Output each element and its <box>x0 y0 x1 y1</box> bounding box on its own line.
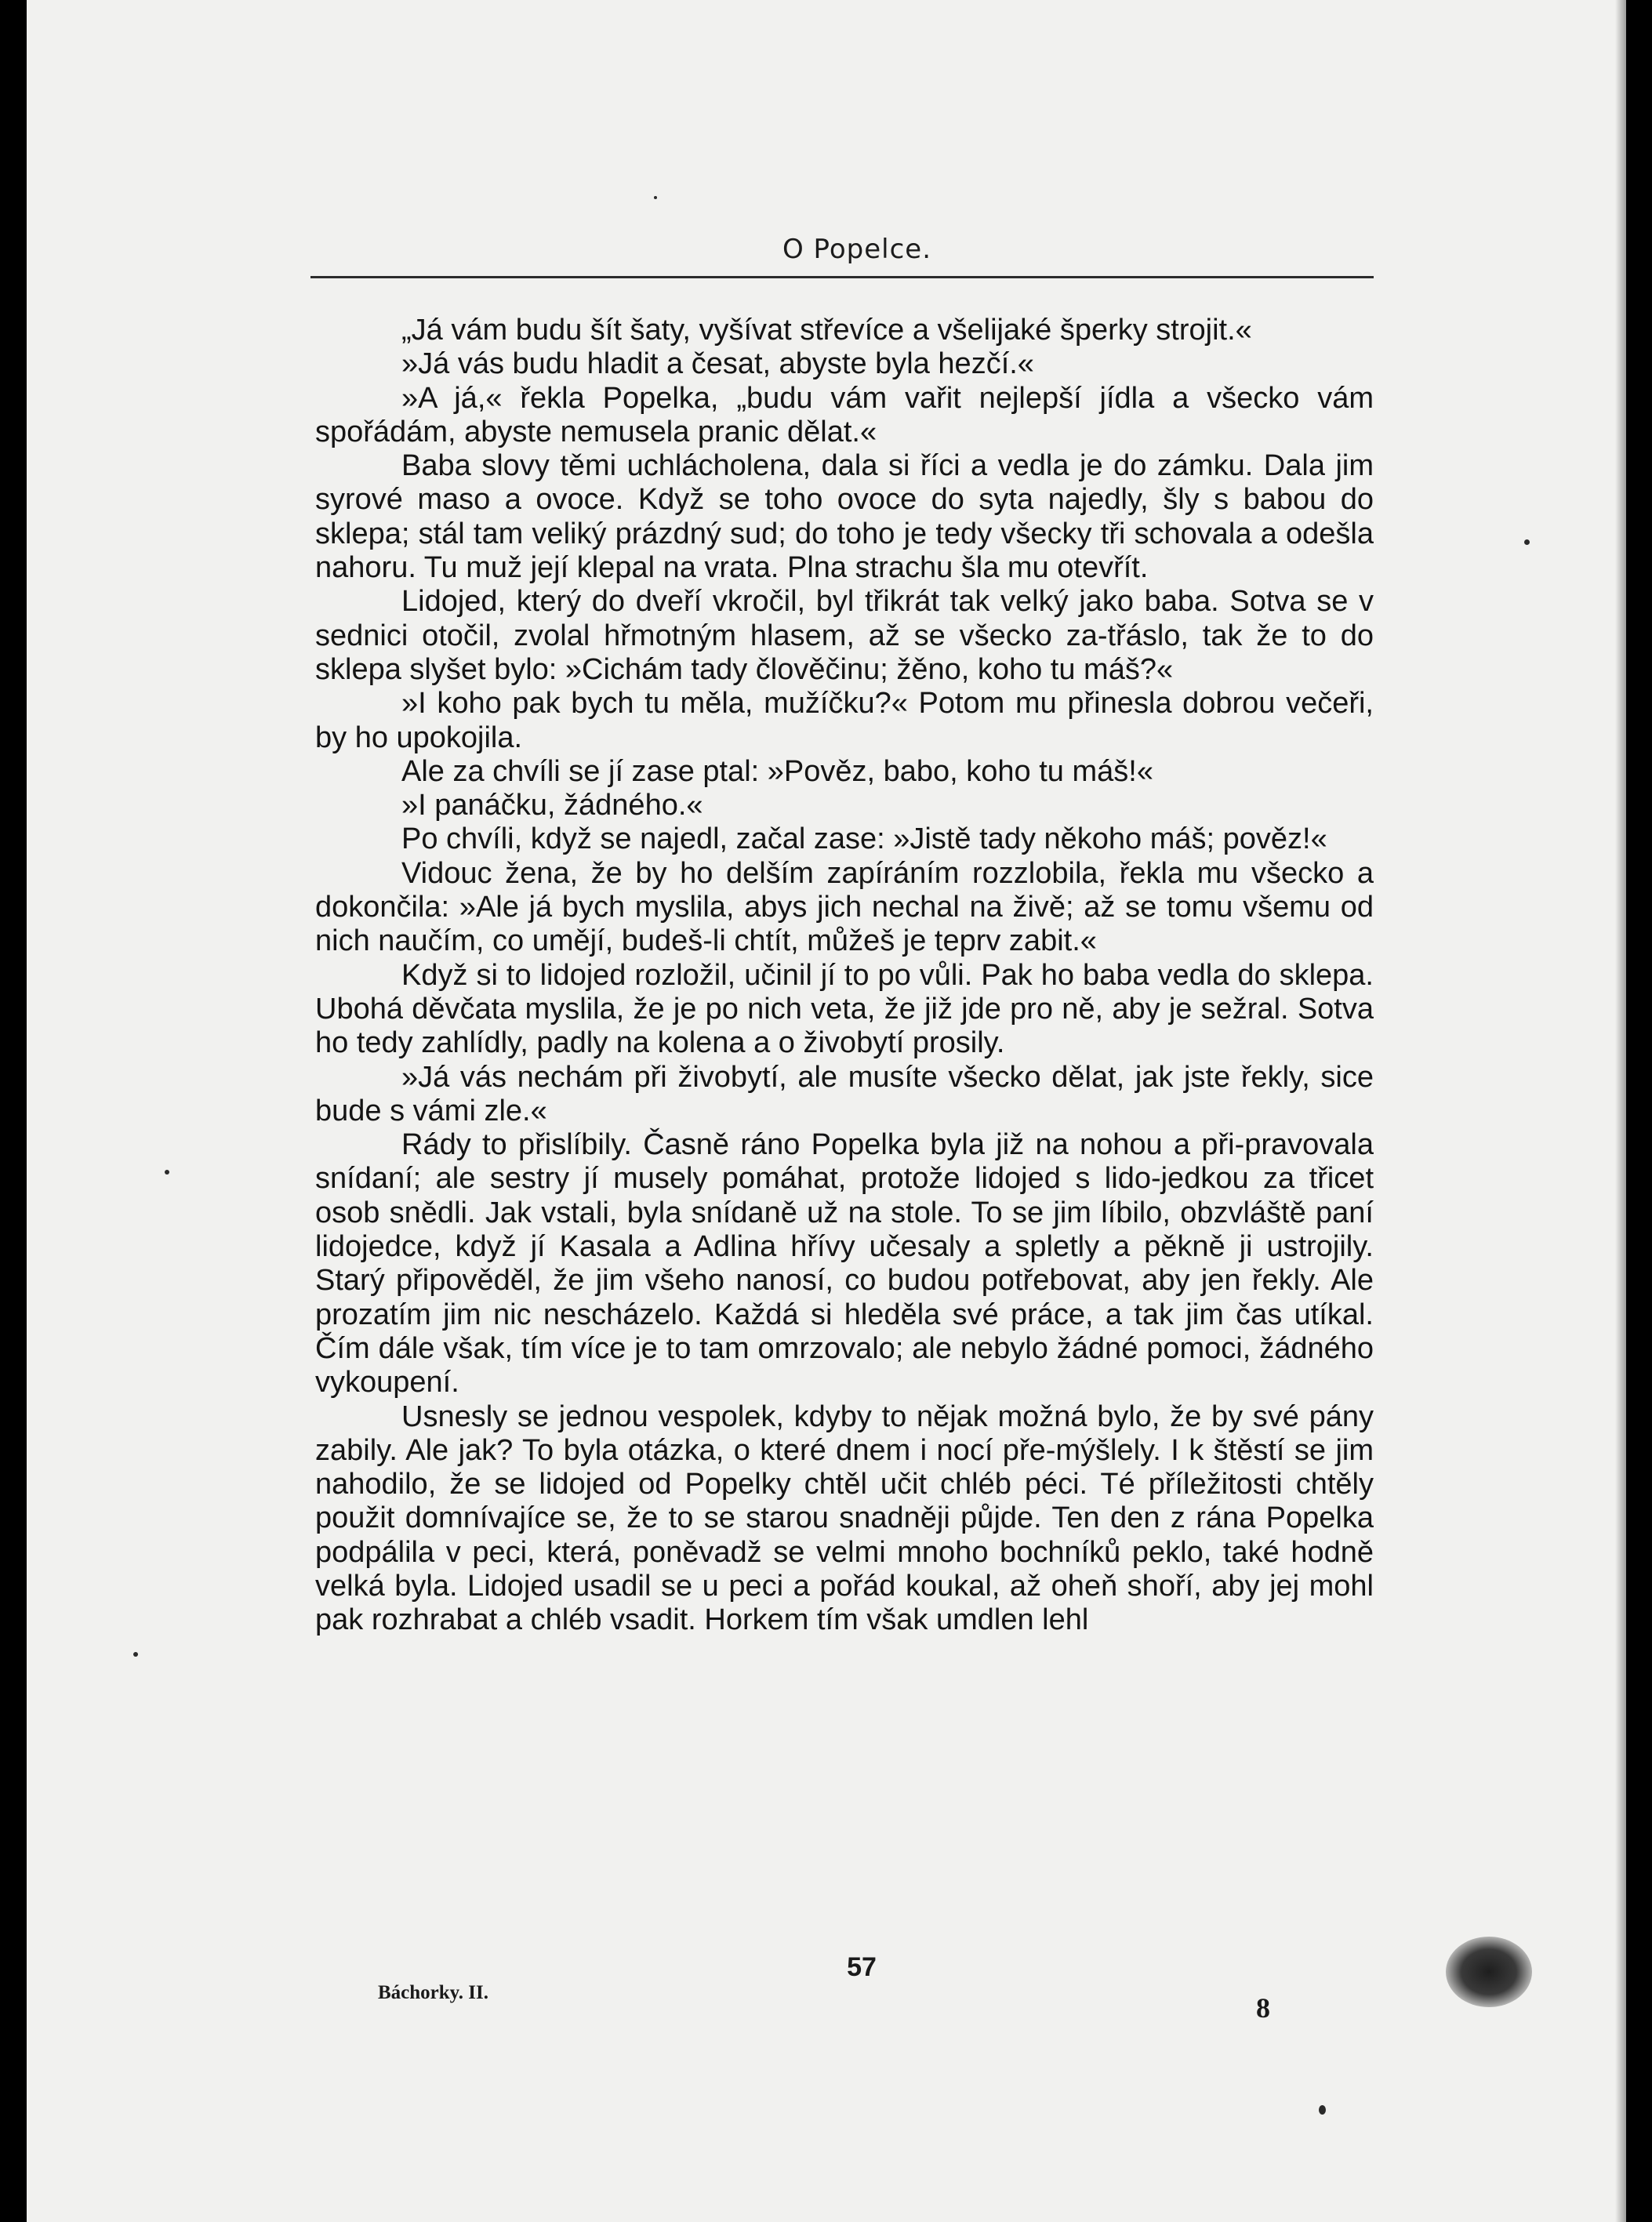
paragraph: Rády to přislíbily. Časně ráno Popelka byla již na nohou a při-pravovala snídaní; ale sestry jí musely pomáhat, protože lidojed s lido-jedkou za třicet osob snědli. Jak vstali, byla snídaně už na stole. To se jim líbilo, obzvláště paní lidojedce, když jí Kasala a Adlina hřívy učesaly a spletly a pěkně ji ustrojily. Starý připověděl, že jim všeho nanosí, co budou potřebovat, aby jen řekly. Ale prozatím jim nic nescházelo. Každá si hleděla své práce, a tak jim čas utíkal. Čím dále však, tím více je to tam omrzovalo; ale nebylo žádné pomoci, žádného vykoupení. <box>315 1128 1374 1400</box>
paragraph: Po chvíli, když se najedl, začal zase: »Jistě tady někoho máš; pověz!« <box>401 822 1327 856</box>
running-head: O Popelce. <box>782 234 932 265</box>
paragraph: »Já vás budu hladit a česat, abyste byla hezčí.« <box>401 347 1034 381</box>
paragraph: Usnesly se jednou vespolek, kdyby to nějak možná bylo, že by své pány zabily. Ale jak? To byla otázka, o které dnem i nocí pře-mýšlely. I k štěstí se jim nahodilo, že se lidojed od Popelky chtěl učit chléb péci. Té příležitosti chtěly použit domnívajíce se, že to se starou snadněji půjde. Ten den z rána Popelka podpálila v peci, která, poněvadž se velmi mnoho bochníků peklo, také hodně velká byla. Lidojed usadil se u peci a pořád koukal, až oheň shoří, aby jej mohl pak rozhrabat a chléb vsadit. Horkem tím však umdlen lehl <box>315 1400 1374 1637</box>
dust-speck <box>654 196 657 199</box>
paragraph: Lidojed, který do dveří vkročil, byl třikrát tak velký jako baba. Sotva se v sednici otočil, zvolal hřmotným hlasem, až se všecko za-třáslo, tak že to do sklepa slyšet bylo: »Cichám tady člověčinu; žěno, koho tu máš?« <box>315 585 1374 686</box>
body-text <box>315 314 1374 1638</box>
header-rule <box>310 276 1374 278</box>
page-edge-shadow <box>1615 0 1626 2222</box>
page-number: 57 <box>847 1952 877 1982</box>
paragraph: »I panáčku, žádného.« <box>401 789 703 822</box>
paragraph: Baba slovy těmi uchlácholena, dala si říci a vedla je do zámku. Dala jim syrové maso a ovoce. Když se toho ovoce do syta najedly, šly s babou do sklepa; stál tam veliký prázdný sud; do toho je tedy všecky tři schovala a odešla nahoru. Tu muž její klepal na vrata. Plna strachu šla mu otevřít. <box>315 449 1374 585</box>
paragraph: »Já vás nechám při živobytí, ale musíte všecko dělat, jak jste řekly, sice bude s vámi zle.« <box>315 1060 1374 1127</box>
dust-speck <box>1524 539 1530 545</box>
book-page <box>27 0 1626 2222</box>
paragraph: Když si to lidojed rozložil, učinil jí to po vůli. Pak ho baba vedla do sklepa. Ubohá děvčata myslila, že je po nich veta, že již jde pro ně, aby je sežral. Sotva ho tedy zahlídly, padly na kolena a o živobytí prosily. <box>315 958 1374 1060</box>
ink-stain <box>1446 1937 1532 2007</box>
paragraph: »I koho pak bych tu měla, mužíčku?« Potom mu přinesla dobrou večeři, by ho upokojila. <box>315 687 1374 754</box>
dust-speck <box>165 1170 169 1175</box>
signature-number: 8 <box>1256 1992 1270 2024</box>
paragraph: Ale za chvíli se jí zase ptal: »Pověz, babo, koho tu máš!« <box>401 754 1153 788</box>
paragraph: Vidouc žena, že by ho delším zapíráním rozzlobila, řekla mu všecko a dokončila: »Ale já bych myslila, abys jich nechal na živě; až se tomu všemu od nich naučím, co umějí, budeš-li chtít, můžeš je teprv zabit.« <box>315 856 1374 958</box>
paragraph: „Já vám budu šít šaty, vyšívat střevíce a všelijaké šperky strojit.« <box>401 314 1252 347</box>
signature-mark: Báchorky. II. <box>378 1982 489 2003</box>
paragraph: »A já,« řekla Popelka, „budu vám vařit nejlepší jídla a všecko vám spořádám, abyste nemusela pranic dělat.« <box>315 381 1374 448</box>
dust-speck <box>1319 2105 1326 2115</box>
dust-speck <box>133 1652 138 1657</box>
